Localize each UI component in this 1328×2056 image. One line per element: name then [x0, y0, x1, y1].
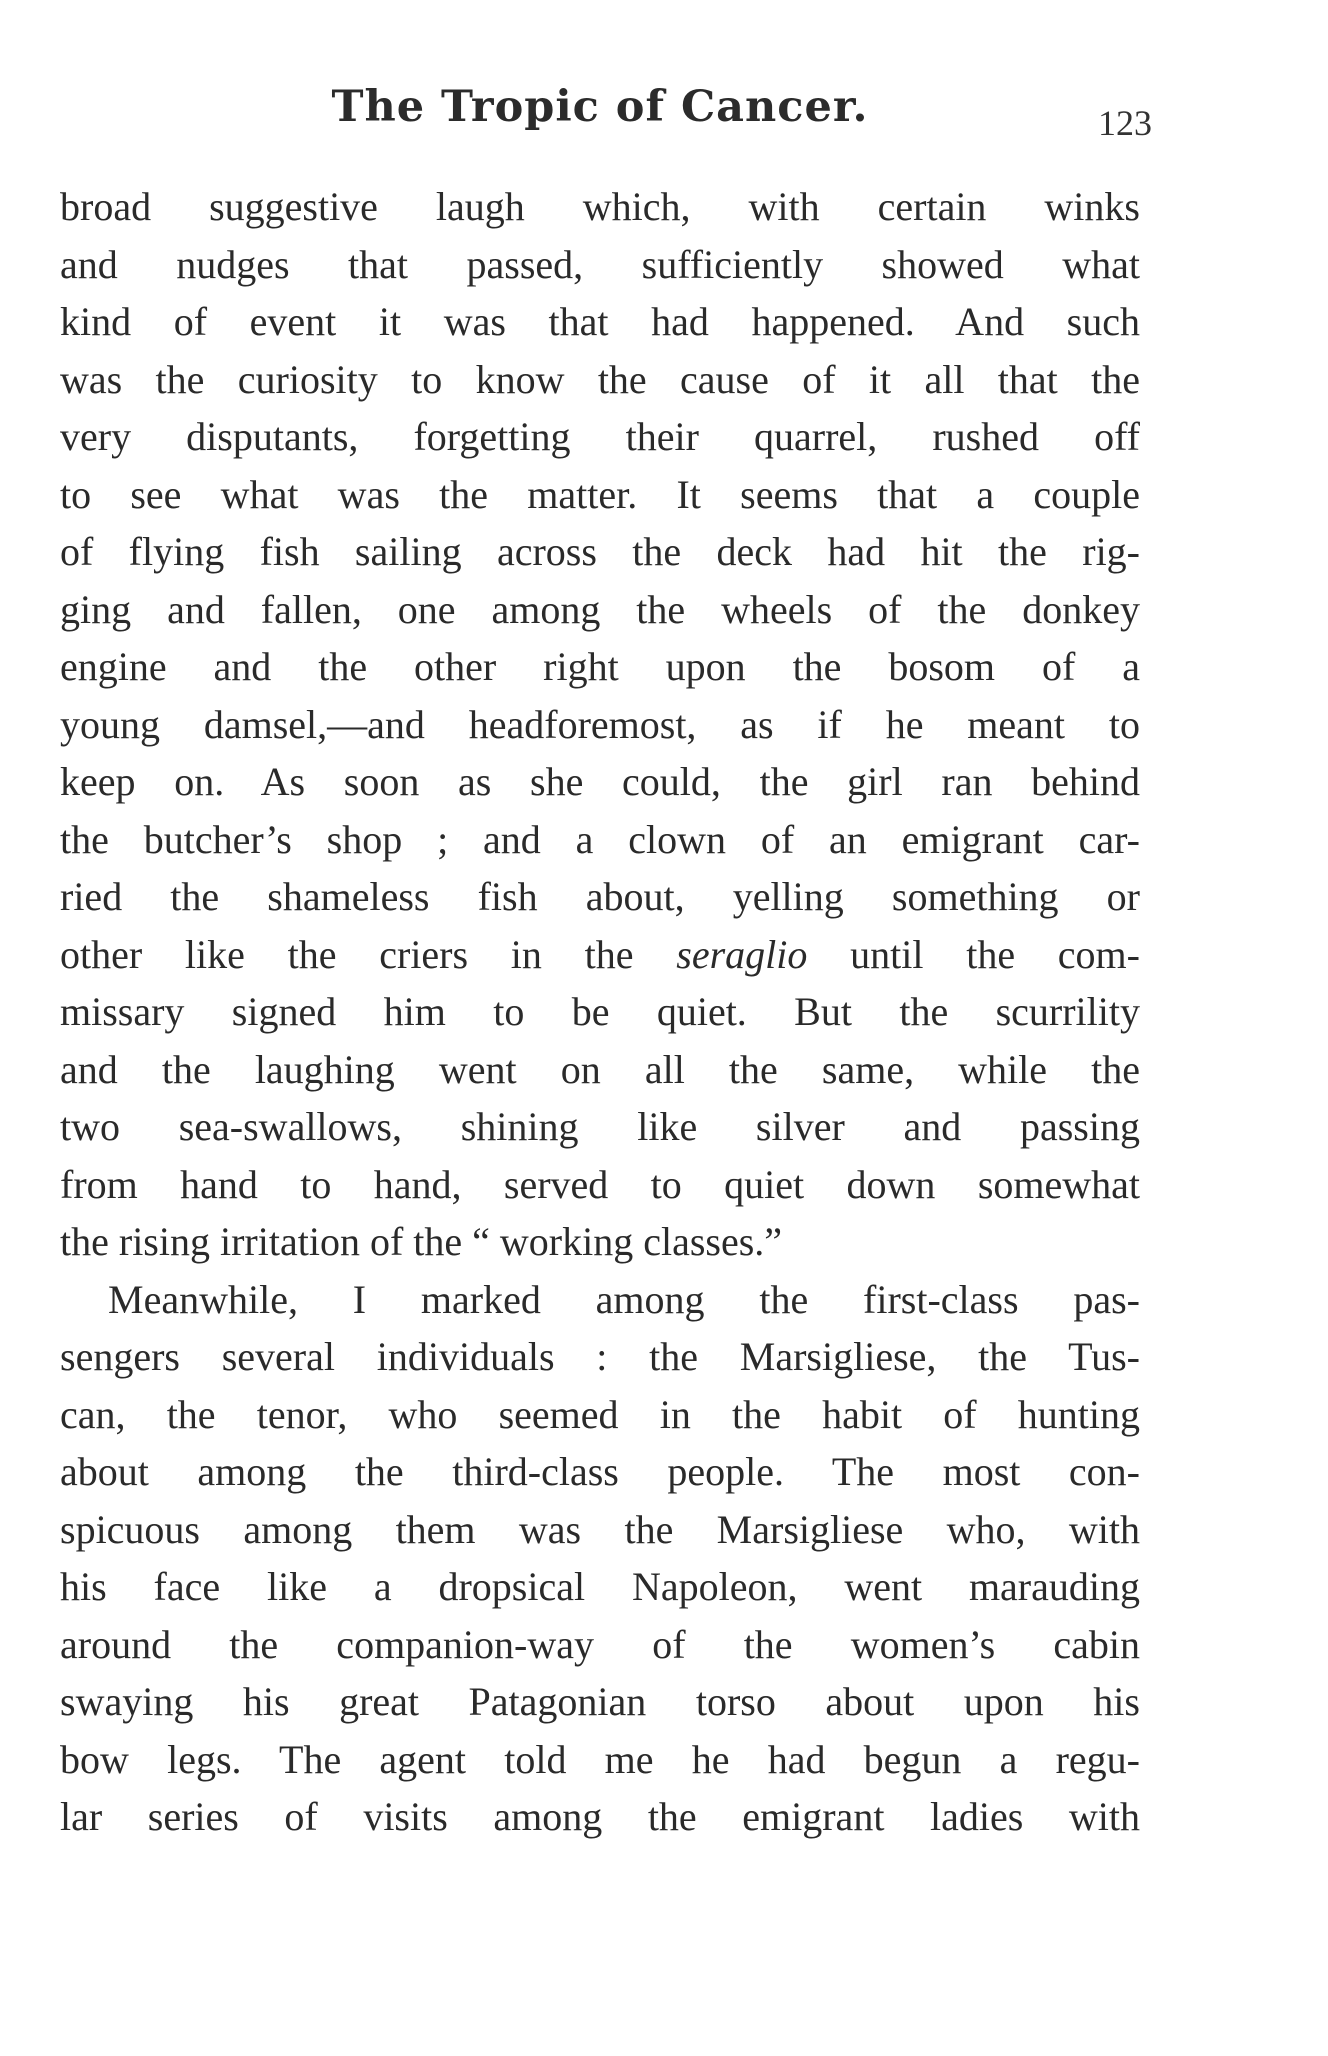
- running-title: The Tropic of Cancer.: [331, 82, 869, 132]
- body-text: [60, 178, 1140, 1846]
- text-line: broad suggestive laugh which, with certain winks: [60, 184, 1140, 229]
- text-line: can, the tenor, who seemed in the habit of hunting: [60, 1391, 1140, 1437]
- text-line: ried the shameless fish about, yelling something or: [60, 874, 1140, 919]
- text-line: from hand to hand, served to quiet down somewhat: [60, 1161, 1140, 1207]
- text-line: his face like a dropsical Napoleon, went marauding: [60, 1564, 1140, 1609]
- text-line: to see what was the matter. It seems that a couple: [60, 471, 1140, 517]
- text-line: keep on. As soon as she could, the girl ran behind: [60, 759, 1140, 804]
- text-line: of flying fish sailing across the deck had hit the rig-: [60, 529, 1140, 574]
- text-line: kind of event it was that had happened. And such: [60, 299, 1140, 344]
- text-line: very disputants, forgetting their quarrel, rushed off: [60, 414, 1140, 459]
- text-line: two sea-swallows, shining like silver and passing: [60, 1104, 1140, 1149]
- text-line: the rising irritation of the “ working classes.”: [60, 1219, 783, 1264]
- text-line: [60, 926, 1140, 984]
- italic-word: seraglio: [676, 931, 808, 977]
- text-line: and nudges that passed, sufficiently showed what: [60, 241, 1140, 287]
- text-line: bow legs. The agent told me he had begun a regu-: [60, 1736, 1140, 1782]
- page-number: 123: [1098, 103, 1152, 143]
- text-segment: until the com-: [807, 931, 1140, 977]
- text-line: about among the third-class people. The most con-: [60, 1449, 1140, 1494]
- text-line: Meanwhile, I marked among the first-class pas-: [108, 1276, 1140, 1322]
- text-line: was the curiosity to know the cause of it all that the: [60, 356, 1140, 402]
- text-line: lar series of visits among the emigrant ladies with: [60, 1794, 1140, 1839]
- text-line: spicuous among them was the Marsigliese who, with: [60, 1506, 1140, 1552]
- running-head: [60, 82, 1152, 152]
- text-segment: other like the criers in the: [60, 931, 677, 977]
- text-line: the butcher’s shop ; and a clown of an emigrant car-: [60, 816, 1140, 862]
- text-line: young damsel,—and headforemost, as if he meant to: [60, 701, 1140, 747]
- text-line: and the laughing went on all the same, while the: [60, 1046, 1140, 1092]
- text-line: sengers several individuals : the Marsigliese, the Tus-: [60, 1334, 1140, 1379]
- text-line: around the companion-way of the women’s cabin: [60, 1621, 1140, 1667]
- text-line: ging and fallen, one among the wheels of the donkey: [60, 586, 1140, 632]
- text-line: swaying his great Patagonian torso about upon his: [60, 1679, 1140, 1724]
- text-line: missary signed him to be quiet. But the scurrility: [60, 989, 1140, 1034]
- text-line: engine and the other right upon the bosom of a: [60, 644, 1140, 689]
